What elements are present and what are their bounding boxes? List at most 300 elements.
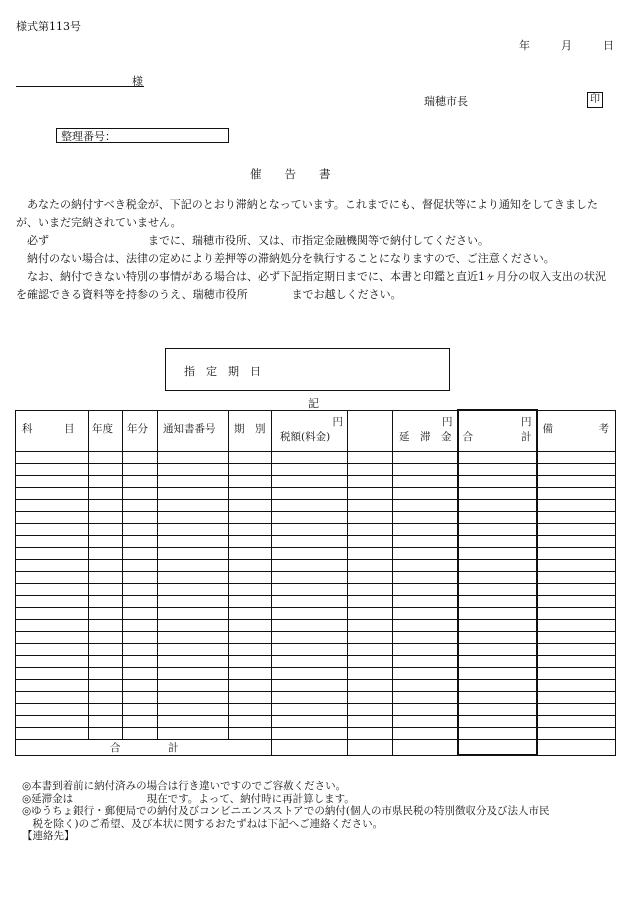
- table-cell: [89, 632, 123, 644]
- table-cell: [272, 668, 348, 680]
- body-paragraph-4: なお、納付できない特別の事情がある場合は、必ず下記指定期日までに、本書と印鑑と直近1ヶ月分の収入支出の状況を確認できる資料等を持参のうえ、瑞穂市役所 までお越しください。: [16, 270, 606, 301]
- table-cell: [537, 452, 616, 464]
- table-cell: [158, 728, 229, 740]
- table-cell: [158, 596, 229, 608]
- reference-number-box: [56, 128, 229, 143]
- table-cell: [123, 560, 158, 572]
- total-row-cell: [537, 740, 616, 756]
- table-cell: [89, 572, 123, 584]
- table-cell: [158, 656, 229, 668]
- table-cell: [89, 500, 123, 512]
- total-row-cell: [458, 740, 537, 756]
- table-cell: [89, 488, 123, 500]
- date-month-label: 月: [561, 39, 572, 52]
- table-cell: [537, 524, 616, 536]
- table-cell: [89, 692, 123, 704]
- table-cell: [158, 584, 229, 596]
- table-cell: [348, 692, 393, 704]
- table-cell: [158, 464, 229, 476]
- table-cell: [272, 704, 348, 716]
- table-cell: [123, 692, 158, 704]
- table-cell: [393, 500, 458, 512]
- body-paragraph-2: 必ず までに、瑞穂市役所、又は、市指定金融機関等で納付してください。: [16, 234, 489, 247]
- table-cell: [158, 692, 229, 704]
- table-cell: [272, 692, 348, 704]
- table-cell: [348, 560, 393, 572]
- table-cell: [393, 452, 458, 464]
- table-cell: [89, 728, 123, 740]
- table-cell: [393, 524, 458, 536]
- table-cell: [272, 452, 348, 464]
- table-cell: [158, 500, 229, 512]
- table-cell: [229, 596, 272, 608]
- table-row: [16, 476, 616, 488]
- table-cell: [458, 536, 537, 548]
- total-row-label: 合 計: [16, 740, 272, 756]
- designated-date-box: [165, 348, 450, 391]
- table-cell: [123, 680, 158, 692]
- table-row: [16, 560, 616, 572]
- table-total-row: [16, 740, 616, 756]
- table-cell: [16, 656, 89, 668]
- table-cell: [393, 548, 458, 560]
- table-cell: [16, 632, 89, 644]
- table-row: [16, 488, 616, 500]
- table-cell: [16, 488, 89, 500]
- table-cell: [123, 656, 158, 668]
- table-cell: [158, 680, 229, 692]
- table-cell: [16, 500, 89, 512]
- note-1: ◎本書到着前に納付済みの場合は行き違いですのでご容赦ください。: [22, 780, 347, 792]
- table-cell: [272, 500, 348, 512]
- table-cell: [537, 500, 616, 512]
- table-cell: [537, 656, 616, 668]
- header-remarks: 備 考: [537, 410, 616, 452]
- issue-date: [519, 37, 614, 53]
- table-cell: [537, 620, 616, 632]
- table-cell: [272, 524, 348, 536]
- table-cell: [158, 536, 229, 548]
- table-cell: [89, 512, 123, 524]
- table-cell: [16, 584, 89, 596]
- table-cell: [348, 536, 393, 548]
- table-cell: [348, 500, 393, 512]
- table-cell: [16, 608, 89, 620]
- table-cell: [229, 656, 272, 668]
- table-cell: [89, 644, 123, 656]
- table-cell: [348, 656, 393, 668]
- header-total: 円 合 計: [458, 410, 537, 452]
- table-row: [16, 728, 616, 740]
- table-cell: [272, 716, 348, 728]
- table-cell: [393, 560, 458, 572]
- note-3: ◎ゆうちょ銀行・郵便局での納付及びコンビニエンスストアでの納付(個人の市県民税の特別徴収分及び法人市民: [22, 805, 550, 817]
- table-cell: [16, 680, 89, 692]
- table-cell: [537, 596, 616, 608]
- table-cell: [123, 452, 158, 464]
- table-cell: [229, 464, 272, 476]
- table-row: [16, 452, 616, 464]
- table-cell: [393, 692, 458, 704]
- table-cell: [158, 560, 229, 572]
- table-cell: [123, 644, 158, 656]
- table-cell: [16, 548, 89, 560]
- table-cell: [229, 500, 272, 512]
- table-cell: [229, 548, 272, 560]
- table-cell: [393, 716, 458, 728]
- table-row: [16, 464, 616, 476]
- table-cell: [158, 632, 229, 644]
- table-cell: [537, 476, 616, 488]
- table-row: [16, 572, 616, 584]
- table-cell: [348, 596, 393, 608]
- table-cell: [229, 704, 272, 716]
- body-paragraph-3: 納付のない場合は、法律の定めにより差押等の滞納処分を執行することになりますので、ご注意ください。: [16, 252, 555, 265]
- table-cell: [158, 608, 229, 620]
- table-cell: [537, 608, 616, 620]
- table-cell: [393, 644, 458, 656]
- table-cell: [348, 524, 393, 536]
- table-cell: [272, 608, 348, 620]
- header-period: 期 別: [229, 410, 272, 452]
- table-cell: [229, 560, 272, 572]
- table-cell: [158, 668, 229, 680]
- table-cell: [393, 488, 458, 500]
- table-cell: [393, 680, 458, 692]
- table-cell: [158, 620, 229, 632]
- table-cell: [348, 728, 393, 740]
- table-cell: [16, 596, 89, 608]
- table-cell: [537, 560, 616, 572]
- table-cell: [16, 464, 89, 476]
- table-cell: [229, 620, 272, 632]
- table-cell: [272, 476, 348, 488]
- table-cell: [16, 704, 89, 716]
- table-cell: [537, 728, 616, 740]
- table-cell: [16, 728, 89, 740]
- table-cell: [537, 632, 616, 644]
- table-cell: [123, 536, 158, 548]
- table-cell: [537, 572, 616, 584]
- table-cell: [393, 572, 458, 584]
- table-cell: [229, 512, 272, 524]
- reference-number-label: 整理番号：: [61, 130, 116, 143]
- table-cell: [458, 572, 537, 584]
- table-cell: [348, 632, 393, 644]
- date-year-label: 年: [519, 39, 530, 52]
- table-cell: [123, 620, 158, 632]
- table-row: [16, 500, 616, 512]
- table-cell: [458, 632, 537, 644]
- table-cell: [89, 548, 123, 560]
- table-cell: [158, 548, 229, 560]
- table-cell: [158, 524, 229, 536]
- table-cell: [348, 644, 393, 656]
- table-row: [16, 644, 616, 656]
- table-cell: [348, 512, 393, 524]
- table-cell: [458, 488, 537, 500]
- table-header-row: [16, 410, 616, 452]
- document-title: 催 告 書: [250, 167, 331, 181]
- table-cell: [537, 680, 616, 692]
- table-cell: [537, 644, 616, 656]
- table-cell: [89, 536, 123, 548]
- table-cell: [537, 548, 616, 560]
- table-cell: [123, 476, 158, 488]
- table-cell: [458, 524, 537, 536]
- table-cell: [348, 548, 393, 560]
- table-cell: [537, 488, 616, 500]
- table-cell: [458, 716, 537, 728]
- table-cell: [123, 632, 158, 644]
- table-cell: [16, 560, 89, 572]
- header-installment: 年分: [123, 410, 158, 452]
- table-cell: [458, 560, 537, 572]
- table-cell: [158, 452, 229, 464]
- total-row-cell: [393, 740, 458, 756]
- table-cell: [123, 548, 158, 560]
- table-row: [16, 524, 616, 536]
- table-cell: [89, 464, 123, 476]
- designated-date-label: 指 定 期 日: [184, 365, 261, 378]
- table-cell: [89, 716, 123, 728]
- table-cell: [348, 620, 393, 632]
- total-row-cell: [348, 740, 393, 756]
- table-cell: [458, 500, 537, 512]
- table-cell: [16, 668, 89, 680]
- table-row: [16, 620, 616, 632]
- body-text: [16, 196, 616, 304]
- ki-label: 記: [308, 397, 319, 410]
- table-cell: [393, 668, 458, 680]
- table-cell: [272, 512, 348, 524]
- table-cell: [458, 692, 537, 704]
- table-cell: [229, 632, 272, 644]
- table-cell: [458, 608, 537, 620]
- table-cell: [123, 584, 158, 596]
- table-cell: [123, 500, 158, 512]
- table-cell: [16, 452, 89, 464]
- table-cell: [272, 548, 348, 560]
- table-cell: [158, 716, 229, 728]
- table-cell: [123, 596, 158, 608]
- table-row: [16, 692, 616, 704]
- table-cell: [537, 584, 616, 596]
- table-cell: [16, 692, 89, 704]
- table-cell: [272, 584, 348, 596]
- table-cell: [272, 656, 348, 668]
- table-cell: [229, 716, 272, 728]
- table-cell: [89, 560, 123, 572]
- table-cell: [272, 536, 348, 548]
- table-cell: [348, 452, 393, 464]
- table-cell: [458, 668, 537, 680]
- table-cell: [458, 584, 537, 596]
- table-cell: [393, 536, 458, 548]
- table-cell: [123, 608, 158, 620]
- table-cell: [393, 584, 458, 596]
- date-day-label: 日: [603, 39, 614, 52]
- table-cell: [458, 596, 537, 608]
- table-cell: [229, 488, 272, 500]
- table-cell: [89, 656, 123, 668]
- table-cell: [123, 728, 158, 740]
- table-cell: [123, 512, 158, 524]
- table-cell: [16, 512, 89, 524]
- table-cell: [393, 512, 458, 524]
- table-cell: [393, 464, 458, 476]
- table-row: [16, 704, 616, 716]
- table-cell: [393, 704, 458, 716]
- table-row: [16, 632, 616, 644]
- table-row: [16, 656, 616, 668]
- body-paragraph-1: あなたの納付すべき税金が、下記のとおり滞納となっています。これまでにも、督促状等により通知をしてきましたが、いまだ完納されていません。: [16, 198, 598, 229]
- table-row: [16, 596, 616, 608]
- table-cell: [458, 464, 537, 476]
- table-cell: [123, 704, 158, 716]
- table-cell: [393, 632, 458, 644]
- table-cell: [229, 584, 272, 596]
- table-row: [16, 668, 616, 680]
- table-cell: [16, 644, 89, 656]
- table-cell: [16, 716, 89, 728]
- table-cell: [89, 680, 123, 692]
- recipient-line: [16, 86, 144, 87]
- table-cell: [458, 728, 537, 740]
- table-cell: [123, 464, 158, 476]
- table-cell: [89, 524, 123, 536]
- table-cell: [458, 644, 537, 656]
- table-cell: [272, 728, 348, 740]
- table-row: [16, 548, 616, 560]
- table-cell: [123, 488, 158, 500]
- table-cell: [348, 476, 393, 488]
- table-row: [16, 512, 616, 524]
- table-cell: [89, 608, 123, 620]
- table-cell: [348, 464, 393, 476]
- table-cell: [229, 524, 272, 536]
- table-cell: [229, 692, 272, 704]
- table-cell: [458, 452, 537, 464]
- table-cell: [89, 476, 123, 488]
- table-cell: [229, 476, 272, 488]
- total-row-cell: [272, 740, 348, 756]
- table-cell: [89, 584, 123, 596]
- table-cell: [229, 680, 272, 692]
- table-cell: [158, 644, 229, 656]
- table-cell: [158, 488, 229, 500]
- table-cell: [229, 572, 272, 584]
- table-cell: [158, 476, 229, 488]
- table-cell: [537, 692, 616, 704]
- table-row: [16, 680, 616, 692]
- table-cell: [272, 464, 348, 476]
- table-cell: [537, 512, 616, 524]
- table-cell: [348, 572, 393, 584]
- table-cell: [537, 464, 616, 476]
- table-cell: [272, 560, 348, 572]
- table-cell: [229, 452, 272, 464]
- table-cell: [537, 704, 616, 716]
- header-subject: 科 目: [16, 410, 89, 452]
- table-cell: [272, 680, 348, 692]
- table-cell: [537, 668, 616, 680]
- table-cell: [123, 668, 158, 680]
- table-cell: [89, 620, 123, 632]
- table-cell: [16, 620, 89, 632]
- table-cell: [393, 608, 458, 620]
- table-cell: [272, 572, 348, 584]
- table-cell: [229, 644, 272, 656]
- table-cell: [158, 572, 229, 584]
- table-cell: [458, 512, 537, 524]
- table-cell: [348, 584, 393, 596]
- table-cell: [123, 572, 158, 584]
- table-cell: [348, 668, 393, 680]
- table-cell: [537, 536, 616, 548]
- table-cell: [16, 524, 89, 536]
- table-cell: [393, 620, 458, 632]
- contact-heading: 【連絡先】: [22, 830, 75, 842]
- table-cell: [89, 704, 123, 716]
- table-cell: [393, 728, 458, 740]
- table-cell: [123, 524, 158, 536]
- recipient-honorific: 様: [132, 75, 143, 88]
- table-cell: [348, 716, 393, 728]
- table-cell: [89, 668, 123, 680]
- table-cell: [272, 644, 348, 656]
- table-cell: [158, 704, 229, 716]
- arrears-table: [15, 409, 616, 756]
- table-cell: [348, 680, 393, 692]
- header-notice-number: 通知書番号: [158, 410, 229, 452]
- note-2: ◎延滞金は 現在です。よって、納付時に再計算します。: [22, 792, 355, 805]
- table-cell: [229, 608, 272, 620]
- table-cell: [229, 728, 272, 740]
- header-delay-charge: 円 延 滞 金: [393, 410, 458, 452]
- table-cell: [458, 476, 537, 488]
- issuer-title: 瑞穂市長: [424, 95, 468, 108]
- header-tax-amount: 円 税額(料金): [272, 410, 348, 452]
- table-cell: [393, 476, 458, 488]
- table-row: [16, 716, 616, 728]
- table-cell: [16, 536, 89, 548]
- table-cell: [89, 452, 123, 464]
- table-cell: [158, 512, 229, 524]
- table-row: [16, 536, 616, 548]
- note-4: 税を除く)のご希望、及び本状に関するおたずねは下記へご連絡ください。: [22, 817, 384, 830]
- header-fiscal-year: 年度: [89, 410, 123, 452]
- table-cell: [458, 548, 537, 560]
- table-cell: [458, 620, 537, 632]
- table-cell: [393, 596, 458, 608]
- notes-section: [22, 780, 549, 843]
- form-number: 様式第113号: [16, 20, 81, 33]
- table-cell: [458, 704, 537, 716]
- table-cell: [537, 716, 616, 728]
- table-cell: [348, 608, 393, 620]
- table-cell: [16, 476, 89, 488]
- table-cell: [229, 668, 272, 680]
- table-cell: [393, 656, 458, 668]
- table-cell: [272, 488, 348, 500]
- table-cell: [348, 488, 393, 500]
- header-blank: [348, 410, 393, 452]
- table-cell: [123, 716, 158, 728]
- table-cell: [272, 620, 348, 632]
- table-cell: [229, 536, 272, 548]
- table-cell: [272, 596, 348, 608]
